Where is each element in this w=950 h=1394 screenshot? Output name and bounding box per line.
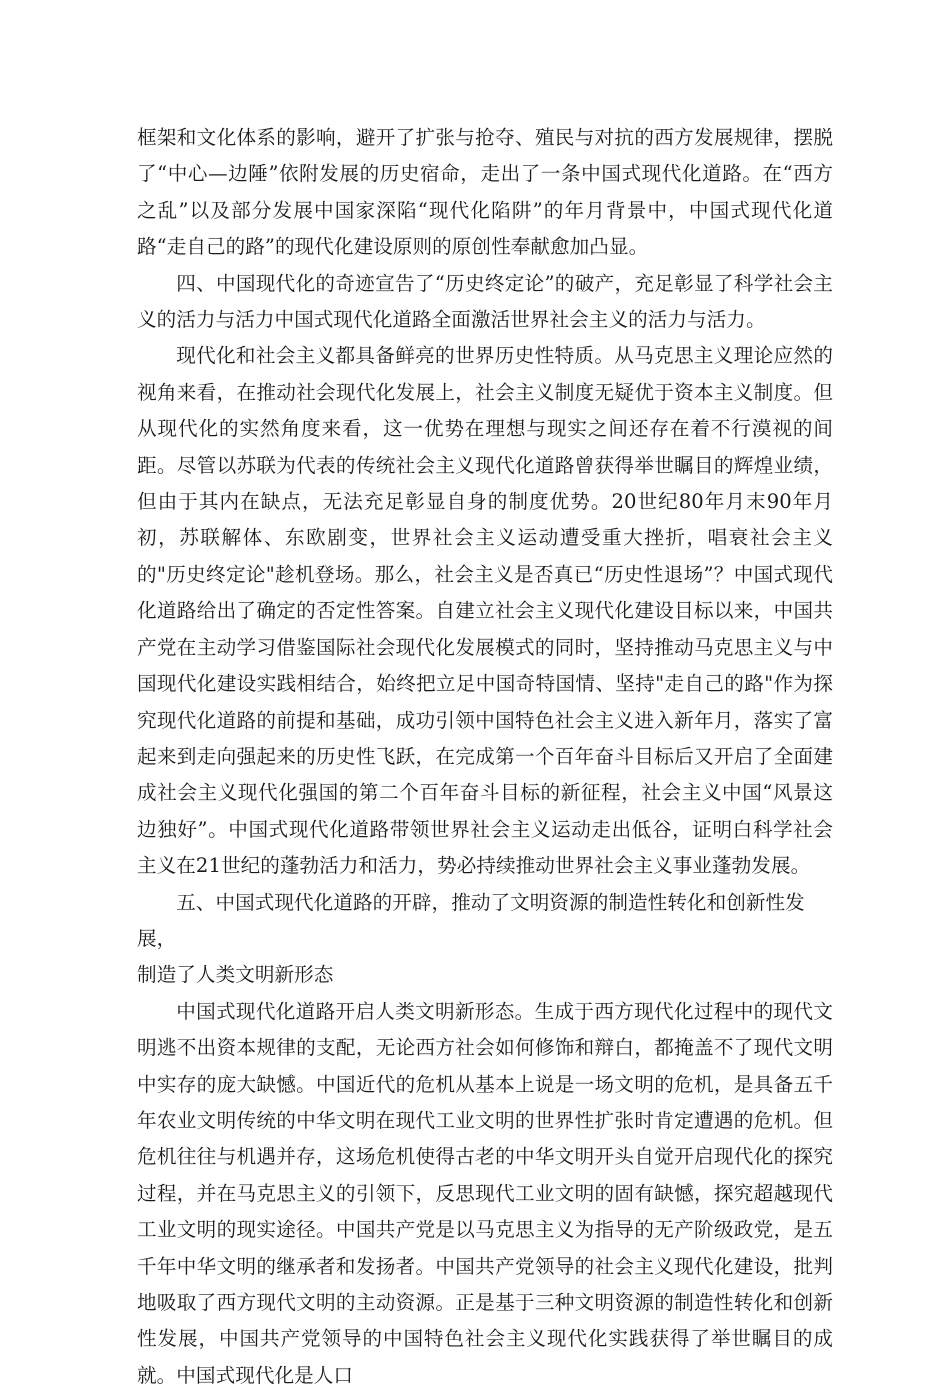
section-heading-five-line1: 五、中国式现代化道路的开辟，推动了文明资源的制造性转化和创新性发展， [137,890,805,950]
section-heading-four: 四、中国现代化的奇迹宣告了“历史终定论”的破产，充足彰显了科学社会主义的活力与活力中国式现代化道路全面激活世界社会主义的活力与活力。 [137,271,833,332]
section-heading-five [137,885,833,994]
paragraph-body: 现代化和社会主义都具备鲜亮的世界历史性特质。从马克思主义理论应然的视角来看，在推动社会现代化发展上，社会主义制度无疑优于资本主义制度。但从现代化的实然角度来看，这一优势在理想与现实之间还存在着不行漠视的间距。尽管以苏联为代表的传统社会主义现代化道路曾获得举世瞩目的辉煌业绩，但由于其内在缺点，无法充足彰显自身的制度优势。20世纪80年月末90年月初，苏联解体、东欧剧变，世界社会主义运动遭受重大挫折，唱衰社会主义的"历史终定论"趁机登场。那么，社会主义是否真已“历史性退场”？中国式现代化道路给出了确定的否定性答案。自建立社会主义现代化建设目标以来，中国共产党在主动学习借鉴国际社会现代化发展模式的同时，坚持推动马克思主义与中国现代化建设实践相结合，始终把立足中国奇特国情、坚持"走自己的路"作为探究现代化道路的前提和基础，成功引领中国特色社会主义进入新年月，落实了富起来到走向强起来的历史性飞跃，在完成第一个百年奋斗目标后又开启了全面建成社会主义现代化强国的第二个百年奋斗目标的新征程，社会主义中国“风景这边独好”。中国式现代化道路带领世界社会主义运动走出低谷，证明白科学社会主义在21世纪的蓬勃活力和活力，势必持续推动世界社会主义事业蓬勃发展。 [137,344,833,878]
document-body [137,120,833,1394]
section-heading-five-line2: 制造了人类文明新形态 [137,963,334,987]
paragraph-body: 中国式现代化道路开启人类文明新形态。生成于西方现代化过程中的现代文明逃不出资本规律的支配，无论西方社会如何修饰和辩白，都掩盖不了现代文明中实存的庞大缺憾。中国近代的危机从基本上说是一场文明的危机，是具备五千年农业文明传统的中华文明在现代工业文明的世界性扩张时肯定遭遇的危机。但危机往往与机遇并存，这场危机使得古老的中华文明开头自觉开启现代化的探究过程，并在马克思主义的引领下，反思现代工业文明的固有缺憾，探究超越现代工业文明的现实途径。中国共产党是以马克思主义为指导的无产阶级政党，是五千年中华文明的继承者和发扬者。中国共产党领导的社会主义现代化建设，批判地吸取了西方现代文明的主动资源。正是基于三种文明资源的制造性转化和创新性发展，中国共产党领导的中国特色社会主义现代化实践获得了举世瞩目的成就。中国式现代化是人口 [137,999,833,1387]
paragraph-continuation: 框架和文化体系的影响，避开了扩张与抢夺、殖民与对抗的西方发展规律，摆脱了“中心—边陲”依附发展的历史宿命，走出了一条中国式现代化道路。在“西方之乱”以及部分发展中国家深陷“现代化陷阱”的年月背景中，中国式现代化道路“走自己的路”的现代化建设原则的原创性奉献愈加凸显。 [137,126,833,259]
